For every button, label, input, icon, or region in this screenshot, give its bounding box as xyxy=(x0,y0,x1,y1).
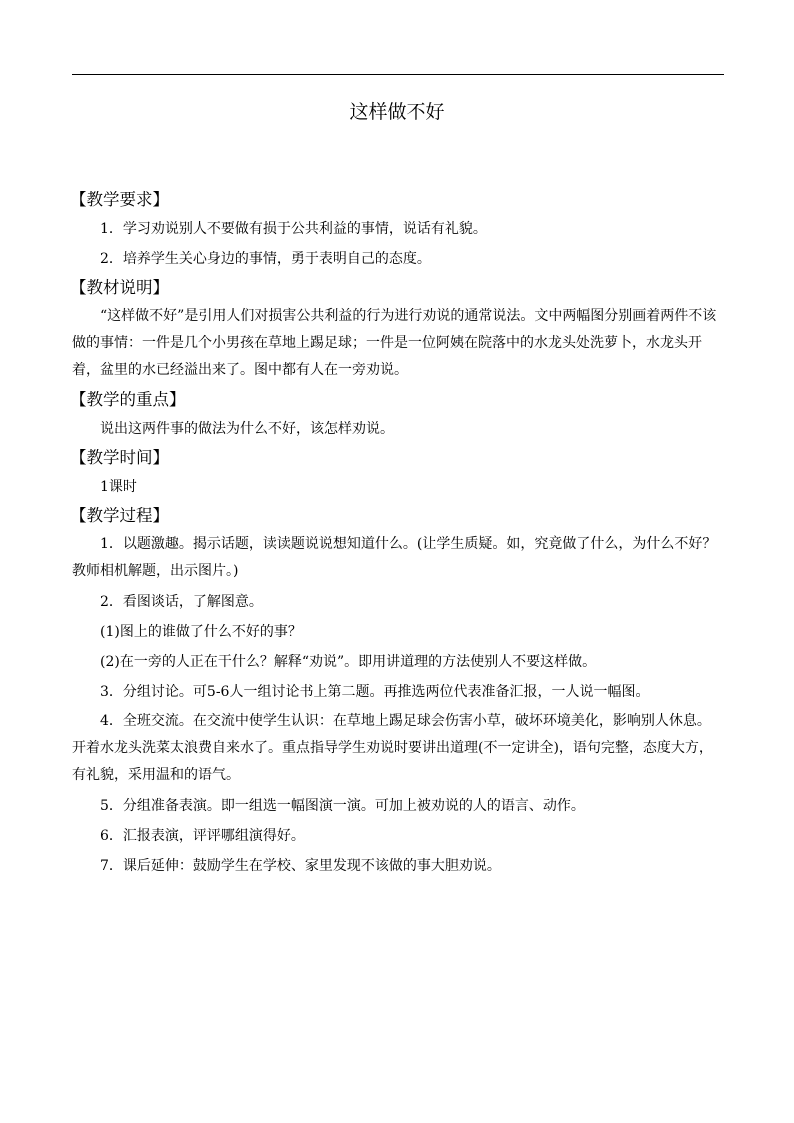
process-step: 5．分组准备表演。即一组选一幅图演一演。可加上被劝说的人的语言、动作。 xyxy=(100,798,585,814)
process-step: 1．以题激趣。揭示话题，读读题说说想知道什么。(让学生质疑。如，究竟做了什么，为什么不好？教师相机解题，出示图片。) xyxy=(72,536,717,579)
heading-material: 【教材说明】 xyxy=(70,278,169,297)
process-step: 2．看图谈话，了解图意。 xyxy=(100,594,263,610)
process-step: 7．课后延伸：鼓励学生在学校、家里发现不该做的事大胆劝说。 xyxy=(100,858,501,874)
requirement-item: 1．学习劝说别人不要做有损于公共利益的事情，说话有礼貌。 xyxy=(100,221,487,237)
document-title: 这样做不好 xyxy=(349,101,445,123)
requirement-item: 2．培养学生关心身边的事情，勇于表明自己的态度。 xyxy=(100,251,431,267)
process-step: 3．分组讨论。可5-6人一组讨论书上第二题。再推选两位代表准备汇报，一人说一幅图。 xyxy=(100,684,650,700)
process-step: (1)图上的谁做了什么不好的事？ xyxy=(100,624,302,640)
header-rule xyxy=(72,74,724,75)
heading-process: 【教学过程】 xyxy=(70,506,169,525)
process-step: (2)在一旁的人正在干什么？解释“劝说”。即用讲道理的方法使别人不要这样做。 xyxy=(100,654,597,670)
process-step: 6．汇报表演，评评哪组演得好。 xyxy=(100,828,305,844)
time-paragraph: 1课时 xyxy=(100,479,137,495)
process-step: 4．全班交流。在交流中使学生认识：在草地上踢足球会伤害小草，破坏环境美化，影响别人休息。开着水龙头洗菜太浪费自来水了。重点指导学生劝说时要讲出道理(不一定讲全)，语句完整，态度大方，有礼貌，采用温和的语气。 xyxy=(72,713,713,783)
key-points-paragraph: 说出这两件事的做法为什么不好，该怎样劝说。 xyxy=(100,421,394,437)
heading-requirements: 【教学要求】 xyxy=(70,190,169,209)
document-body xyxy=(72,186,724,881)
heading-time: 【教学时间】 xyxy=(70,448,169,467)
heading-key-points: 【教学的重点】 xyxy=(70,390,186,409)
material-paragraph: “这样做不好”是引用人们对损害公共利益的行为进行劝说的通常说法。文中两幅图分别画着两件不该做的事情：一件是几个小男孩在草地上踢足球；一件是一位阿姨在院落中的水龙头处洗萝卜，水龙头开着，盆里的水已经溢出来了。图中都有人在一旁劝说。 xyxy=(72,308,717,378)
